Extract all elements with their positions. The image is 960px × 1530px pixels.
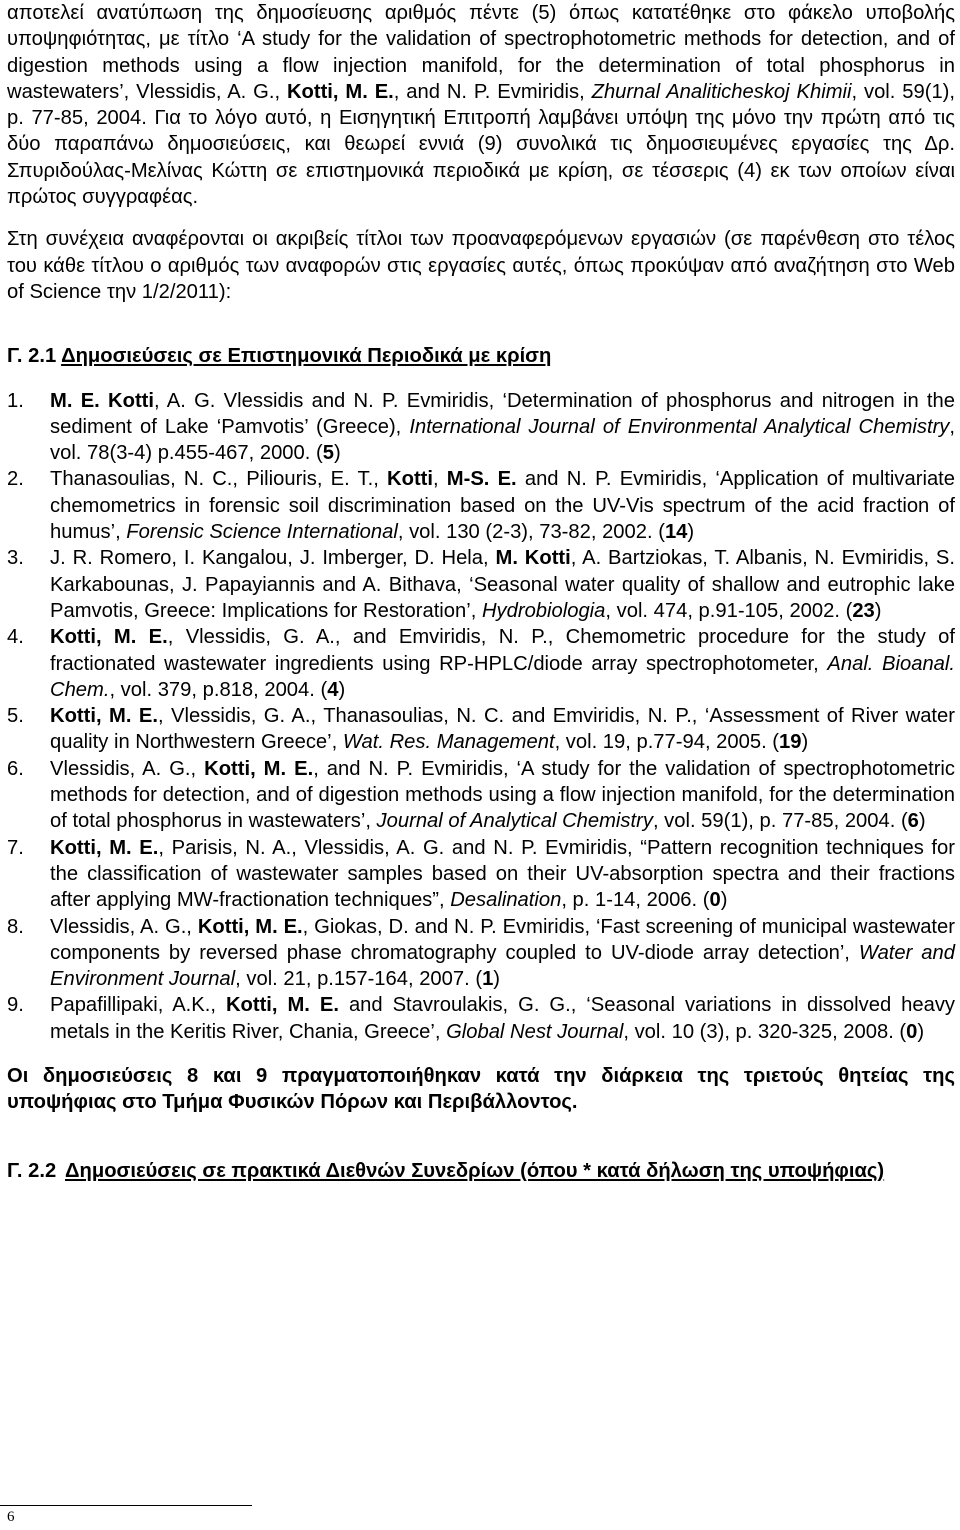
- publication-number: 7.: [7, 836, 24, 859]
- text-run: , vol. 379, p.818, 2004. (: [109, 678, 328, 701]
- publication-item: [7, 756, 955, 835]
- text-run: Kotti, M. E.: [197, 915, 303, 938]
- text-run: , and N. P. Evmiridis, ‘A study for the validation of spectrophotometric methods for detection, and of digestion methods using a flow injection manifold, for the determination of total phosphorus in wastewaters’,: [50, 757, 956, 833]
- publication-item: [7, 835, 955, 914]
- text-run: 4: [327, 678, 339, 701]
- text-run: ): [338, 678, 346, 701]
- text-run: Papafillipaki, A.K.,: [50, 994, 226, 1017]
- text-run: ): [918, 810, 926, 833]
- text-run: ,: [433, 468, 447, 491]
- publication-number: 8.: [7, 915, 24, 938]
- publication-citation: [50, 388, 955, 467]
- note-paragraph: Οι δημοσιεύσεις 8 και 9 πραγματοποιήθηκαν κατά την διάρκεια της τριετούς θητείας της υποψήφιας στο Τμήμα Φυσικών Πόρων και Περιβάλλοντος.: [7, 1064, 955, 1114]
- text-run: Kotti, M. E.: [204, 757, 314, 780]
- text-run: Journal of Analytical Chemistry: [376, 810, 653, 833]
- text-run: ): [720, 889, 728, 912]
- document-page: [7, 0, 955, 1184]
- text-run: 19: [779, 731, 802, 754]
- search-info-paragraph: Στη συνέχεια αναφέρονται οι ακριβείς τίτλοι των προαναφερόμενων εργασιών (σε παρένθεση στο τέλος του κάθε τίτλου ο αριθμός των αναφορών στις εργασίες αυτές, όπως προκύψαν από αναζήτηση στο Web of Science την 1/2/2011):: [7, 228, 955, 303]
- publication-citation: [50, 756, 955, 835]
- intro-paragraph: [7, 0, 955, 210]
- text-run: Anal. Bioanal. Chem.: [50, 652, 955, 701]
- text-run: ): [333, 442, 341, 465]
- text-run: , vol. 130 (2-3), 73-82, 2002. (: [397, 521, 665, 544]
- text-run: , Vlessidis, G. A., Thanasoulias, N. C. and Emviridis, N. P., ‘Assessment of River water quality in Northwestern Greece’,: [50, 705, 955, 754]
- section-heading-journals: [7, 343, 955, 369]
- text-run: 5: [322, 442, 334, 465]
- publication-list: [7, 388, 955, 1045]
- publication-citation: [50, 545, 955, 624]
- text-run: , vol. 59(1), p. 77-85, 2004. Για το λόγο αυτό, η Εισηγητική Επιτροπή λαμβάνει υπόψη της μόνο την πρώτη από τις δύο παραπάνω δημοσιεύσεις, και θεωρεί εννιά (9) συνολικά τις δημοσιευμένες εργασίες της Δρ. Σπυριδούλας-Μελίνας Κώττη σε επιστημονικά περιοδικά με κρίση, σε τέσσερις (4) εκ των οποίων είναι πρώτος συγγραφέας.: [7, 80, 956, 209]
- publication-number: 2.: [7, 468, 24, 491]
- text-run: ): [493, 968, 501, 991]
- section-label: Γ. 2.2: [7, 1159, 57, 1182]
- text-run: Forensic Science International: [126, 521, 398, 544]
- text-run: Vlessidis, A. G.,: [50, 757, 205, 780]
- publication-citation: [50, 835, 955, 914]
- text-run: , and N. P. Evmiridis,: [393, 80, 592, 103]
- text-run: Wat. Res. Management: [342, 731, 555, 754]
- text-run: , p. 1-14, 2006. (: [561, 889, 710, 912]
- publication-citation: [50, 624, 955, 703]
- text-run: Kotti, M. E.: [286, 80, 394, 103]
- publication-item: [7, 545, 955, 624]
- publication-number: 4.: [7, 626, 24, 649]
- text-run: M-S. E.: [446, 468, 517, 491]
- text-run: ): [874, 599, 882, 622]
- text-run: and N. P. Evmiridis, ‘Application of multivariate chemometrics in forensic soil discrimination based on the UV-Vis spectrum of the acid fraction of humus’,: [50, 468, 956, 544]
- text-run: , vol. 474, p.91-105, 2002. (: [605, 599, 853, 622]
- section-title: Δημοσιεύσεις σε πρακτικά Διεθνών Συνεδρίων (όπου * κατά δήλωση της υποψήφιας): [65, 1159, 885, 1182]
- text-run: Water and Environment Journal: [50, 941, 955, 991]
- section-label: Γ. 2.1: [7, 345, 57, 368]
- publication-number: 5.: [7, 705, 24, 728]
- publication-citation: [50, 992, 955, 1045]
- text-run: Desalination: [450, 889, 562, 912]
- publication-citation: [50, 466, 955, 545]
- text-run: International Journal of Environmental Analytical Chemistry: [409, 415, 950, 438]
- publication-number: 3.: [7, 547, 24, 570]
- publication-number: 6.: [7, 757, 24, 780]
- publication-item: [7, 914, 955, 993]
- section-heading-conferences: [7, 1158, 955, 1184]
- publication-item: [7, 466, 955, 545]
- text-run: M. Kotti: [495, 547, 571, 570]
- text-run: , vol. 78(3-4) p.455-467, 2000. (: [50, 415, 956, 465]
- text-run: αποτελεί ανατύπωση της δημοσίευσης αριθμός πέντε (5) όπως κατατέθηκε στο φάκελο υποβολής υποψηφιότητας, με τίτλο ‘A study for the validation of spectrophotometric methods for detection, and of digestion methods using a flow injection manifold, for the determination of total phosphorus in wastewaters’, Vlessidis, A. G.,: [7, 2, 955, 103]
- text-run: Thanasoulias, N. C., Piliouris, E. T.,: [50, 468, 388, 491]
- text-run: , vol. 21, p.157-164, 2007. (: [235, 968, 483, 991]
- text-run: Kotti, M. E.: [50, 626, 168, 649]
- text-run: Vlessidis, A. G.,: [50, 915, 198, 938]
- text-run: Kotti: [387, 468, 433, 491]
- text-run: ): [801, 731, 809, 754]
- text-run: , vol. 59(1), p. 77-85, 2004. (: [652, 810, 908, 833]
- text-run: M. E. Kotti: [50, 389, 154, 412]
- footer-divider: [0, 1505, 252, 1506]
- text-run: Kotti, M. E.: [50, 836, 159, 859]
- text-run: 0: [906, 1020, 918, 1043]
- text-run: , A. G. Vlessidis and N. P. Evmiridis, ‘Determination of phosphorus and nitrogen in the sediment of Lake ‘Pamvotis’ (Greece),: [50, 389, 955, 438]
- publication-item: [7, 624, 955, 703]
- publication-citation: [50, 914, 955, 993]
- publication-number: 1.: [7, 389, 24, 412]
- publication-number: 9.: [7, 994, 24, 1017]
- text-run: Kotti, M. E.: [50, 705, 158, 728]
- text-run: and Stavroulakis, G. G., ‘Seasonal variations in dissolved heavy metals in the Keritis River, Chania, Greece’,: [50, 994, 956, 1043]
- page-number: 6: [7, 1509, 15, 1525]
- publication-item: [7, 388, 955, 467]
- publication-item: [7, 992, 955, 1045]
- text-run: Kotti, M. E.: [225, 994, 339, 1017]
- text-run: ): [917, 1020, 925, 1043]
- text-run: Zhurnal Analiticheskoj Khimii: [591, 80, 852, 103]
- text-run: 1: [482, 968, 494, 991]
- text-run: Global Nest Journal: [446, 1020, 624, 1043]
- text-run: , Giokas, D. and N. P. Evmiridis, ‘Fast screening of municipal wastewater components by reversed phase chromatography coupled to UV-diode array detection’,: [50, 915, 955, 964]
- text-run: Hydrobiologia: [481, 599, 606, 622]
- text-run: 23: [852, 599, 875, 622]
- text-run: ): [687, 521, 695, 544]
- text-run: , Parisis, N. A., Vlessidis, A. G. and N. P. Evmiridis, “Pattern recognition techniques for the classification of wastewater samples based on their UV-absorption spectra and their fractions after applying MW-fractionation techniques”,: [50, 836, 955, 912]
- text-run: , A. Bartziokas, T. Albanis, N. Evmiridis, S. Karkabounas, J. Papayiannis and A. Bithava, ‘Seasonal water quality of shallow and eutrophic lake Pamvotis, Greece: Implications for Restoration’,: [50, 547, 956, 622]
- text-run: , Vlessidis, G. A., and Emviridis, N. P., Chemometric procedure for the study of fractionated wastewater ingredients using RP-HPLC/diode array spectrophotometer,: [50, 626, 955, 675]
- publication-item: [7, 703, 955, 756]
- section-title: Δημοσιεύσεις σε Επιστημονικά Περιοδικά με κρίση: [61, 345, 552, 368]
- text-run: J. R. Romero, I. Kangalou, J. Imberger, D. Hela,: [50, 547, 496, 570]
- text-run: , vol. 19, p.77-94, 2005. (: [554, 731, 780, 754]
- publication-citation: [50, 703, 955, 756]
- text-run: 0: [709, 889, 721, 912]
- text-run: 6: [907, 810, 919, 833]
- text-run: 14: [664, 521, 688, 544]
- text-run: , vol. 10 (3), p. 320-325, 2008. (: [623, 1020, 907, 1043]
